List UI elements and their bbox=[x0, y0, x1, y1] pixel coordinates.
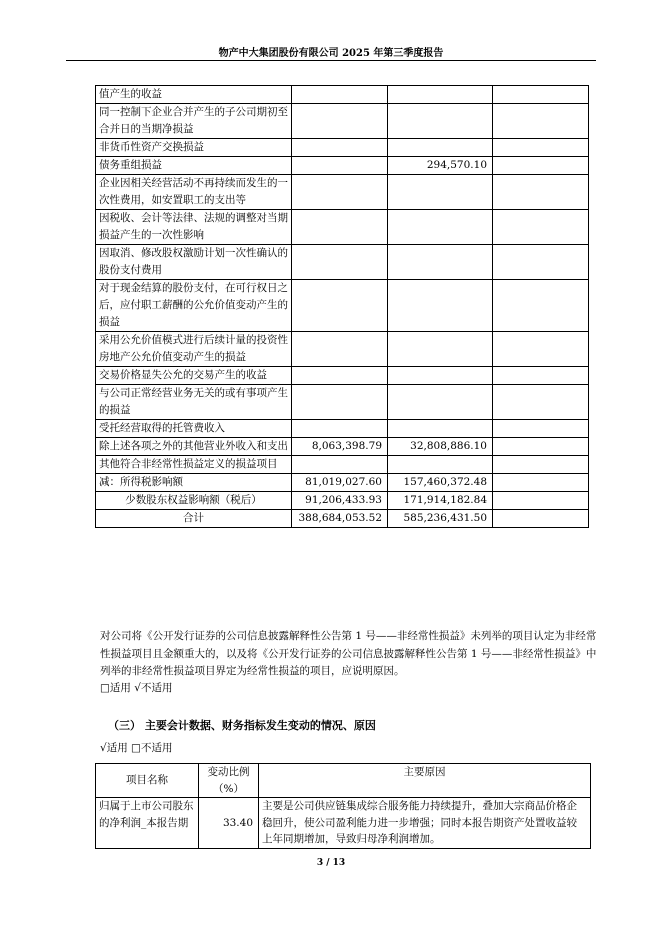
table-row bbox=[96, 86, 589, 104]
table-row bbox=[96, 492, 589, 510]
note-cell bbox=[493, 438, 589, 456]
amount-cell-ytd: 157,460,372.48 bbox=[388, 474, 493, 492]
amount-cell-ytd bbox=[388, 367, 493, 385]
table-row bbox=[96, 280, 589, 332]
amount-cell-current bbox=[292, 157, 388, 175]
amount-cell-ytd bbox=[388, 456, 493, 474]
table-row bbox=[96, 367, 589, 385]
amount-cell-current: 81,019,027.60 bbox=[292, 474, 388, 492]
amount-cell-ytd: 32,808,886.10 bbox=[388, 438, 493, 456]
report-header: 物产中大集团股份有限公司 2025 年第三季度报告 bbox=[218, 48, 444, 59]
item-label-cell: 值产生的收益 bbox=[96, 86, 292, 104]
note-cell bbox=[493, 104, 589, 139]
amount-cell-current bbox=[292, 245, 388, 280]
amount-cell-ytd bbox=[388, 104, 493, 139]
item-label-cell: 受托经营取得的托管费收入 bbox=[96, 420, 292, 438]
table-header-row bbox=[96, 764, 591, 798]
amount-cell-ytd bbox=[388, 245, 493, 280]
amount-cell-current bbox=[292, 139, 388, 157]
amount-cell-current bbox=[292, 367, 388, 385]
table-row bbox=[96, 474, 589, 492]
item-label-cell: 合计 bbox=[96, 510, 292, 528]
note-cell bbox=[493, 420, 589, 438]
item-label-cell: 因取消、修改股权激励计划一次性确认的股份支付费用 bbox=[96, 245, 292, 280]
item-label-cell: 同一控制下企业合并产生的子公司期初至合并日的当期净损益 bbox=[96, 104, 292, 139]
amount-cell-current bbox=[292, 210, 388, 245]
non-recurring-gains-table bbox=[95, 85, 589, 528]
main-reason-cell: 主要是公司供应链集成综合服务能力持续提升，叠加大宗商品价格企稳回升，使公司盈利能力进一步增强；同时本报告期资产处置收益较上年同期增加，导致归母净利润增加。 bbox=[259, 798, 591, 849]
table-row bbox=[96, 438, 589, 456]
amount-cell-ytd bbox=[388, 280, 493, 332]
item-label-cell: 对于现金结算的股份支付，在可行权日之后，应付职工薪酬的公允价值变动产生的损益 bbox=[96, 280, 292, 332]
explanation-note: 对公司将《公开发行证券的公司信息披露解释性公告第 1 号——非经常性损益》未列举的项目认定为非经常性损益项目且金额重大的，以及将《公开发行证券的公司信息披露解释性公告第 1 号——非经常性损益》中列举的非经常性损益项目界定为经常性损益的项目，应说明原因。 bbox=[100, 630, 597, 677]
item-label-cell: 企业因相关经营活动不再持续而发生的一次性费用，如安置职工的支出等 bbox=[96, 175, 292, 210]
table-row bbox=[96, 210, 589, 245]
table-row bbox=[96, 175, 589, 210]
header-divider bbox=[66, 60, 596, 61]
item-name-cell: 归属于上市公司股东的净利润_本报告期 bbox=[96, 798, 199, 849]
table-row bbox=[96, 332, 589, 367]
note-applicable-checkbox: □适用 √不适用 bbox=[100, 682, 173, 694]
amount-cell-ytd bbox=[388, 175, 493, 210]
table-row bbox=[96, 245, 589, 280]
amount-cell-current: 388,684,053.52 bbox=[292, 510, 388, 528]
item-label-cell: 债务重组损益 bbox=[96, 157, 292, 175]
item-label-cell: 少数股东权益影响额（税后） bbox=[96, 492, 292, 510]
amount-cell-current bbox=[292, 456, 388, 474]
note-cell bbox=[493, 492, 589, 510]
amount-cell-current bbox=[292, 332, 388, 367]
item-label-cell: 其他符合非经常性损益定义的损益项目 bbox=[96, 456, 292, 474]
amount-cell-current: 91,206,433.93 bbox=[292, 492, 388, 510]
note-cell bbox=[493, 175, 589, 210]
item-label-cell: 与公司正常经营业务无关的或有事项产生的损益 bbox=[96, 385, 292, 420]
amount-cell-ytd: 171,914,182.84 bbox=[388, 492, 493, 510]
note-cell bbox=[493, 139, 589, 157]
amount-cell-current bbox=[292, 175, 388, 210]
item-label-cell: 因税收、会计等法律、法规的调整对当期损益产生的一次性影响 bbox=[96, 210, 292, 245]
amount-cell-ytd bbox=[388, 385, 493, 420]
amount-cell-current bbox=[292, 280, 388, 332]
amount-cell-current: 8,063,398.79 bbox=[292, 438, 388, 456]
table-row bbox=[96, 139, 589, 157]
table-row bbox=[96, 798, 591, 849]
note-cell bbox=[493, 245, 589, 280]
page-number: 3 / 13 bbox=[316, 858, 346, 868]
header-main-reason: 主要原因 bbox=[259, 764, 591, 798]
header-item-name: 项目名称 bbox=[96, 764, 199, 798]
amount-cell-current bbox=[292, 86, 388, 104]
note-cell bbox=[493, 474, 589, 492]
amount-cell-current bbox=[292, 104, 388, 139]
amount-cell-ytd: 585,236,431.50 bbox=[388, 510, 493, 528]
header-change-ratio: 变动比例（%） bbox=[199, 764, 259, 798]
amount-cell-ytd bbox=[388, 210, 493, 245]
note-cell bbox=[493, 332, 589, 367]
table-row bbox=[96, 456, 589, 474]
key-indicator-change-table bbox=[95, 763, 591, 849]
table-row bbox=[96, 420, 589, 438]
amount-cell-current bbox=[292, 420, 388, 438]
item-label-cell: 除上述各项之外的其他营业外收入和支出 bbox=[96, 438, 292, 456]
section-three-title: （三） 主要会计数据、财务指标发生变动的情况、原因 bbox=[108, 719, 376, 732]
note-cell bbox=[493, 280, 589, 332]
note-cell bbox=[493, 367, 589, 385]
amount-cell-ytd bbox=[388, 139, 493, 157]
section-three-applicable-checkbox: √适用 □不适用 bbox=[100, 742, 173, 754]
item-label-cell: 交易价格显失公允的交易产生的收益 bbox=[96, 367, 292, 385]
item-label-cell: 减：所得税影响额 bbox=[96, 474, 292, 492]
item-label-cell: 非货币性资产交换损益 bbox=[96, 139, 292, 157]
note-cell bbox=[493, 86, 589, 104]
note-cell bbox=[493, 210, 589, 245]
table-row bbox=[96, 510, 589, 528]
amount-cell-ytd bbox=[388, 420, 493, 438]
note-cell bbox=[493, 456, 589, 474]
item-label-cell: 采用公允价值模式进行后续计量的投资性房地产公允价值变动产生的损益 bbox=[96, 332, 292, 367]
change-ratio-cell: 33.40 bbox=[199, 798, 259, 849]
note-cell bbox=[493, 157, 589, 175]
table-row bbox=[96, 104, 589, 139]
amount-cell-ytd: 294,570.10 bbox=[388, 157, 493, 175]
table-row bbox=[96, 385, 589, 420]
amount-cell-current bbox=[292, 385, 388, 420]
note-cell bbox=[493, 385, 589, 420]
table-row bbox=[96, 157, 589, 175]
note-cell bbox=[493, 510, 589, 528]
amount-cell-ytd bbox=[388, 332, 493, 367]
amount-cell-ytd bbox=[388, 86, 493, 104]
